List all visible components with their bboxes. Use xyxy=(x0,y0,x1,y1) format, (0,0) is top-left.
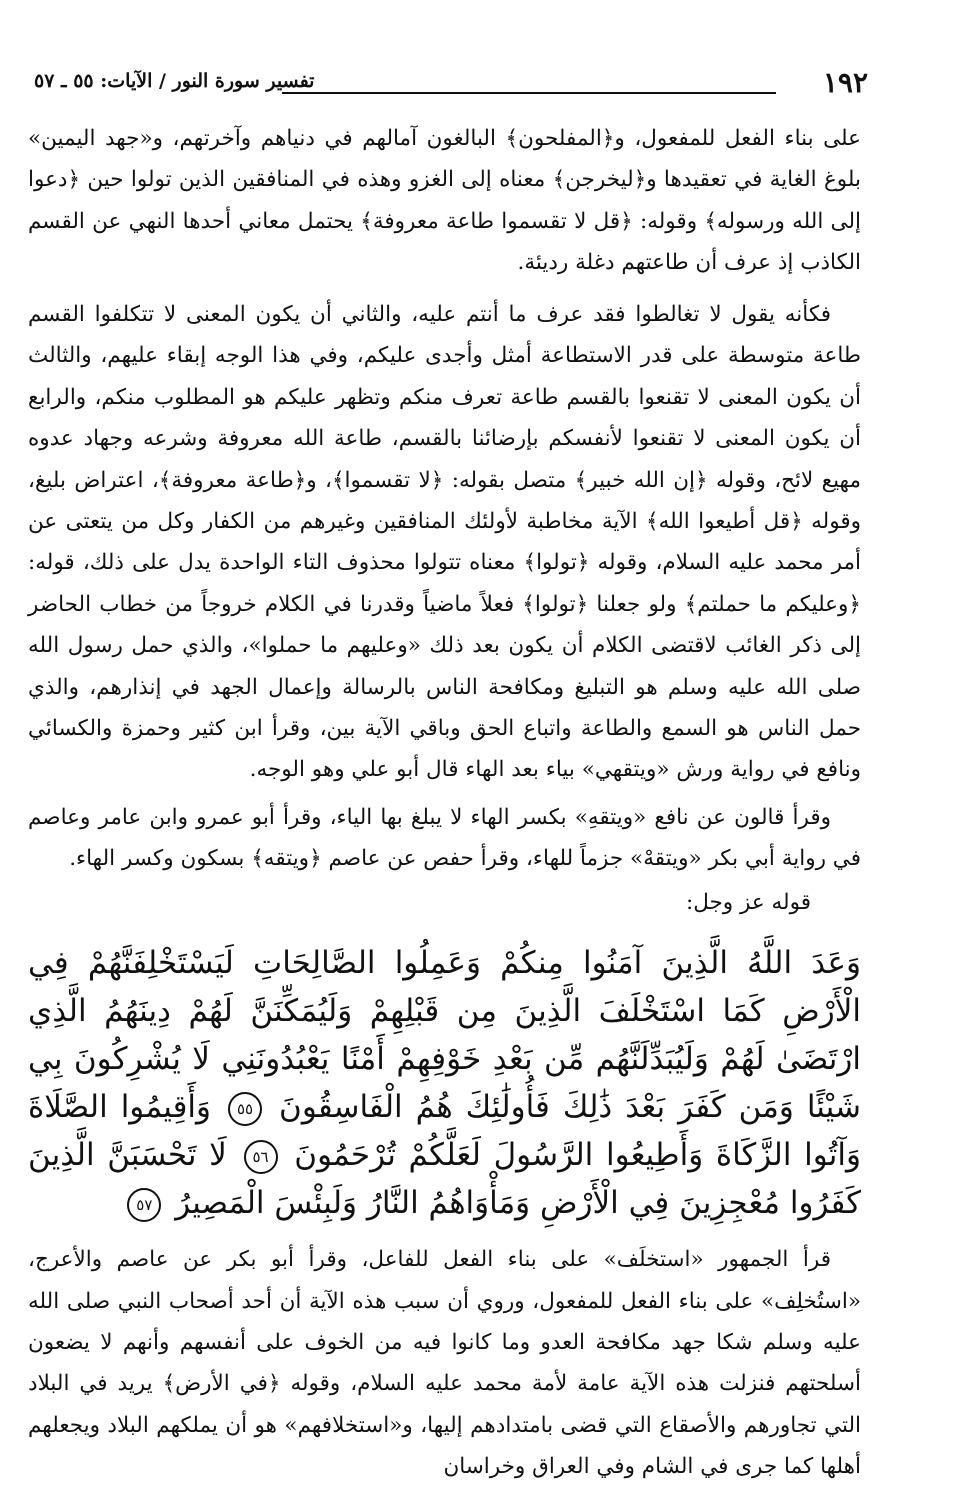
ayah-number-56: ٥٦ xyxy=(244,1140,278,1174)
paragraph-4: قرأ الجمهور «استخلَف» على بناء الفعل للفاعل، وقرأ أبو بكر عن عاصم والأعرج، «استُخلِف» على بناء الفعل للمفعول، وروي أن سبب هذه الآية أن أحد أصحاب النبي صلى الله عليه وسلم شكا جهد مكافحة العدو وما كانوا فيه من الخوف على أنفسهم وأنهم لا يضعون أسلحتهم فنزلت هذه الآية عامة لأمة محمد عليه السلام، وقوله ﴿في الأرض﴾ يريد في البلاد التي تجاورهم والأصقاع التي قضى بامتدادهم إليها، و«استخلافهم» هو أن يملكهم البلاد ويجعلهم أهلها كما جرى في الشام وفي العراق وخراسان xyxy=(28,1247,861,1480)
page-number: ١٩٢ xyxy=(822,66,868,99)
verse-lead: قوله عز وجل: xyxy=(685,889,811,915)
paragraph-1: على بناء الفعل للمفعول، و﴿المفلحون﴾ البالغون آمالهم في دنياهم وآخرتهم، و«جهد اليمين» بلوغ الغاية في تعقيدها و﴿ليخرجن﴾ معناه إلى الغزو وهذه في المنافقين الذين تولوا حين ﴿دعوا إلى الله ورسوله﴾ وقوله: ﴿قل لا تقسموا طاعة معروفة﴾ يحتمل معاني أحدها النهي عن القسم الكاذب إذ عرف أن طاعتهم دغلة رديئة. xyxy=(28,126,861,276)
running-title: تفسير سورة النور / الآيات: ٥٥ ـ ٥٧ xyxy=(34,70,315,92)
quran-verse-block xyxy=(28,939,861,1227)
ayah-number-57: ٥٧ xyxy=(127,1188,161,1222)
verse-57-text: لَا تَحْسَبَنَّ الَّذِينَ كَفَرُوا مُعْجِزِينَ فِي الْأَرْضِ وَمَأْوَاهُمُ النَّارُ وَلَبِئْسَ الْمَصِيرُ xyxy=(28,1137,861,1222)
header-rule xyxy=(282,92,776,94)
verse-55-text: وَعَدَ اللَّهُ الَّذِينَ آمَنُوا مِنكُمْ وَعَمِلُوا الصَّالِحَاتِ لَيَسْتَخْلِفَنَّهُمْ فِي الْأَرْضِ كَمَا اسْتَخْلَفَ الَّذِينَ مِن قَبْلِهِمْ وَلَيُمَكِّنَنَّ لَهُمْ دِينَهُمُ الَّذِي ارْتَضَىٰ لَهُمْ وَلَيُبَدِّلَنَّهُم مِّن بَعْدِ خَوْفِهِمْ أَمْنًا يَعْبُدُونَنِي لَا يُشْرِكُونَ بِي شَيْئًا وَمَن كَفَرَ بَعْدَ ذَٰلِكَ فَأُولَٰئِكَ هُمُ الْفَاسِقُونَ xyxy=(28,945,861,1126)
page-body xyxy=(28,118,861,1488)
paragraph-3: وقرأ قالون عن نافع «ويتقهِ» بكسر الهاء لا يبلغ بها الياء، وقرأ أبو عمرو وابن عامر وعاصم في رواية أبي بكر «ويتقهْ» جزماً للهاء، وقرأ حفص عن عاصم ﴿ويتقه﴾ بسكون وكسر الهاء. xyxy=(28,804,861,872)
paragraph-2: فكأنه يقول لا تغالطوا فقد عرف ما أنتم عليه، والثاني أن يكون المعنى لا تتكلفوا القسم طاعة متوسطة على قدر الاستطاعة أمثل وأجدى عليكم، وفي هذا الوجه إبقاء عليهم، والثالث أن يكون المعنى لا تقنعوا بالقسم طاعة تعرف منكم وتظهر عليكم هو المطلوب منكم، والرابع أن يكون المعنى لا تقنعوا لأنفسكم بإرضائنا بالقسم، طاعة الله معروفة وشرعه وجهاد عدوه مهيع لائح، وقوله ﴿إن الله خبير﴾ متصل بقوله: ﴿لا تقسموا﴾، و﴿طاعة معروفة﴾، اعتراض بليغ، وقوله ﴿قل أطيعوا الله﴾ الآية مخاطبة لأولئك المنافقين وغيرهم من الكفار وكل من يتعتى عن أمر محمد عليه السلام، وقوله ﴿تولوا﴾ معناه تتولوا محذوف التاء الواحدة يدل على ذلك، قوله: ﴿وعليكم ما حملتم﴾ ولو جعلنا ﴿تولوا﴾ فعلاً ماضياً وقدرنا في الكلام خروجاً من خطاب الحاضر إلى ذكر الغائب لاقتضى الكلام أن يكون بعد ذلك «وعليهم ما حملوا»، والذي حمل رسول الله صلى الله عليه وسلم هو التبليغ ومكافحة الناس بالرسالة وإعمال الجهد في إنذارهم، والذي حمل الناس هو السمع والطاعة واتباع الحق وباقي الآية بين، وقرأ ابن كثير وحمزة والكسائي ونافع في رواية ورش «ويتقهي» بياء بعد الهاء قال أبو علي وهو الوجه. xyxy=(28,302,861,783)
verse-56-text: وَأَقِيمُوا الصَّلَاةَ وَآتُوا الزَّكَاةَ وَأَطِيعُوا الرَّسُولَ لَعَلَّكُمْ تُرْحَمُونَ xyxy=(28,1089,861,1174)
ayah-number-55: ٥٥ xyxy=(228,1092,262,1126)
